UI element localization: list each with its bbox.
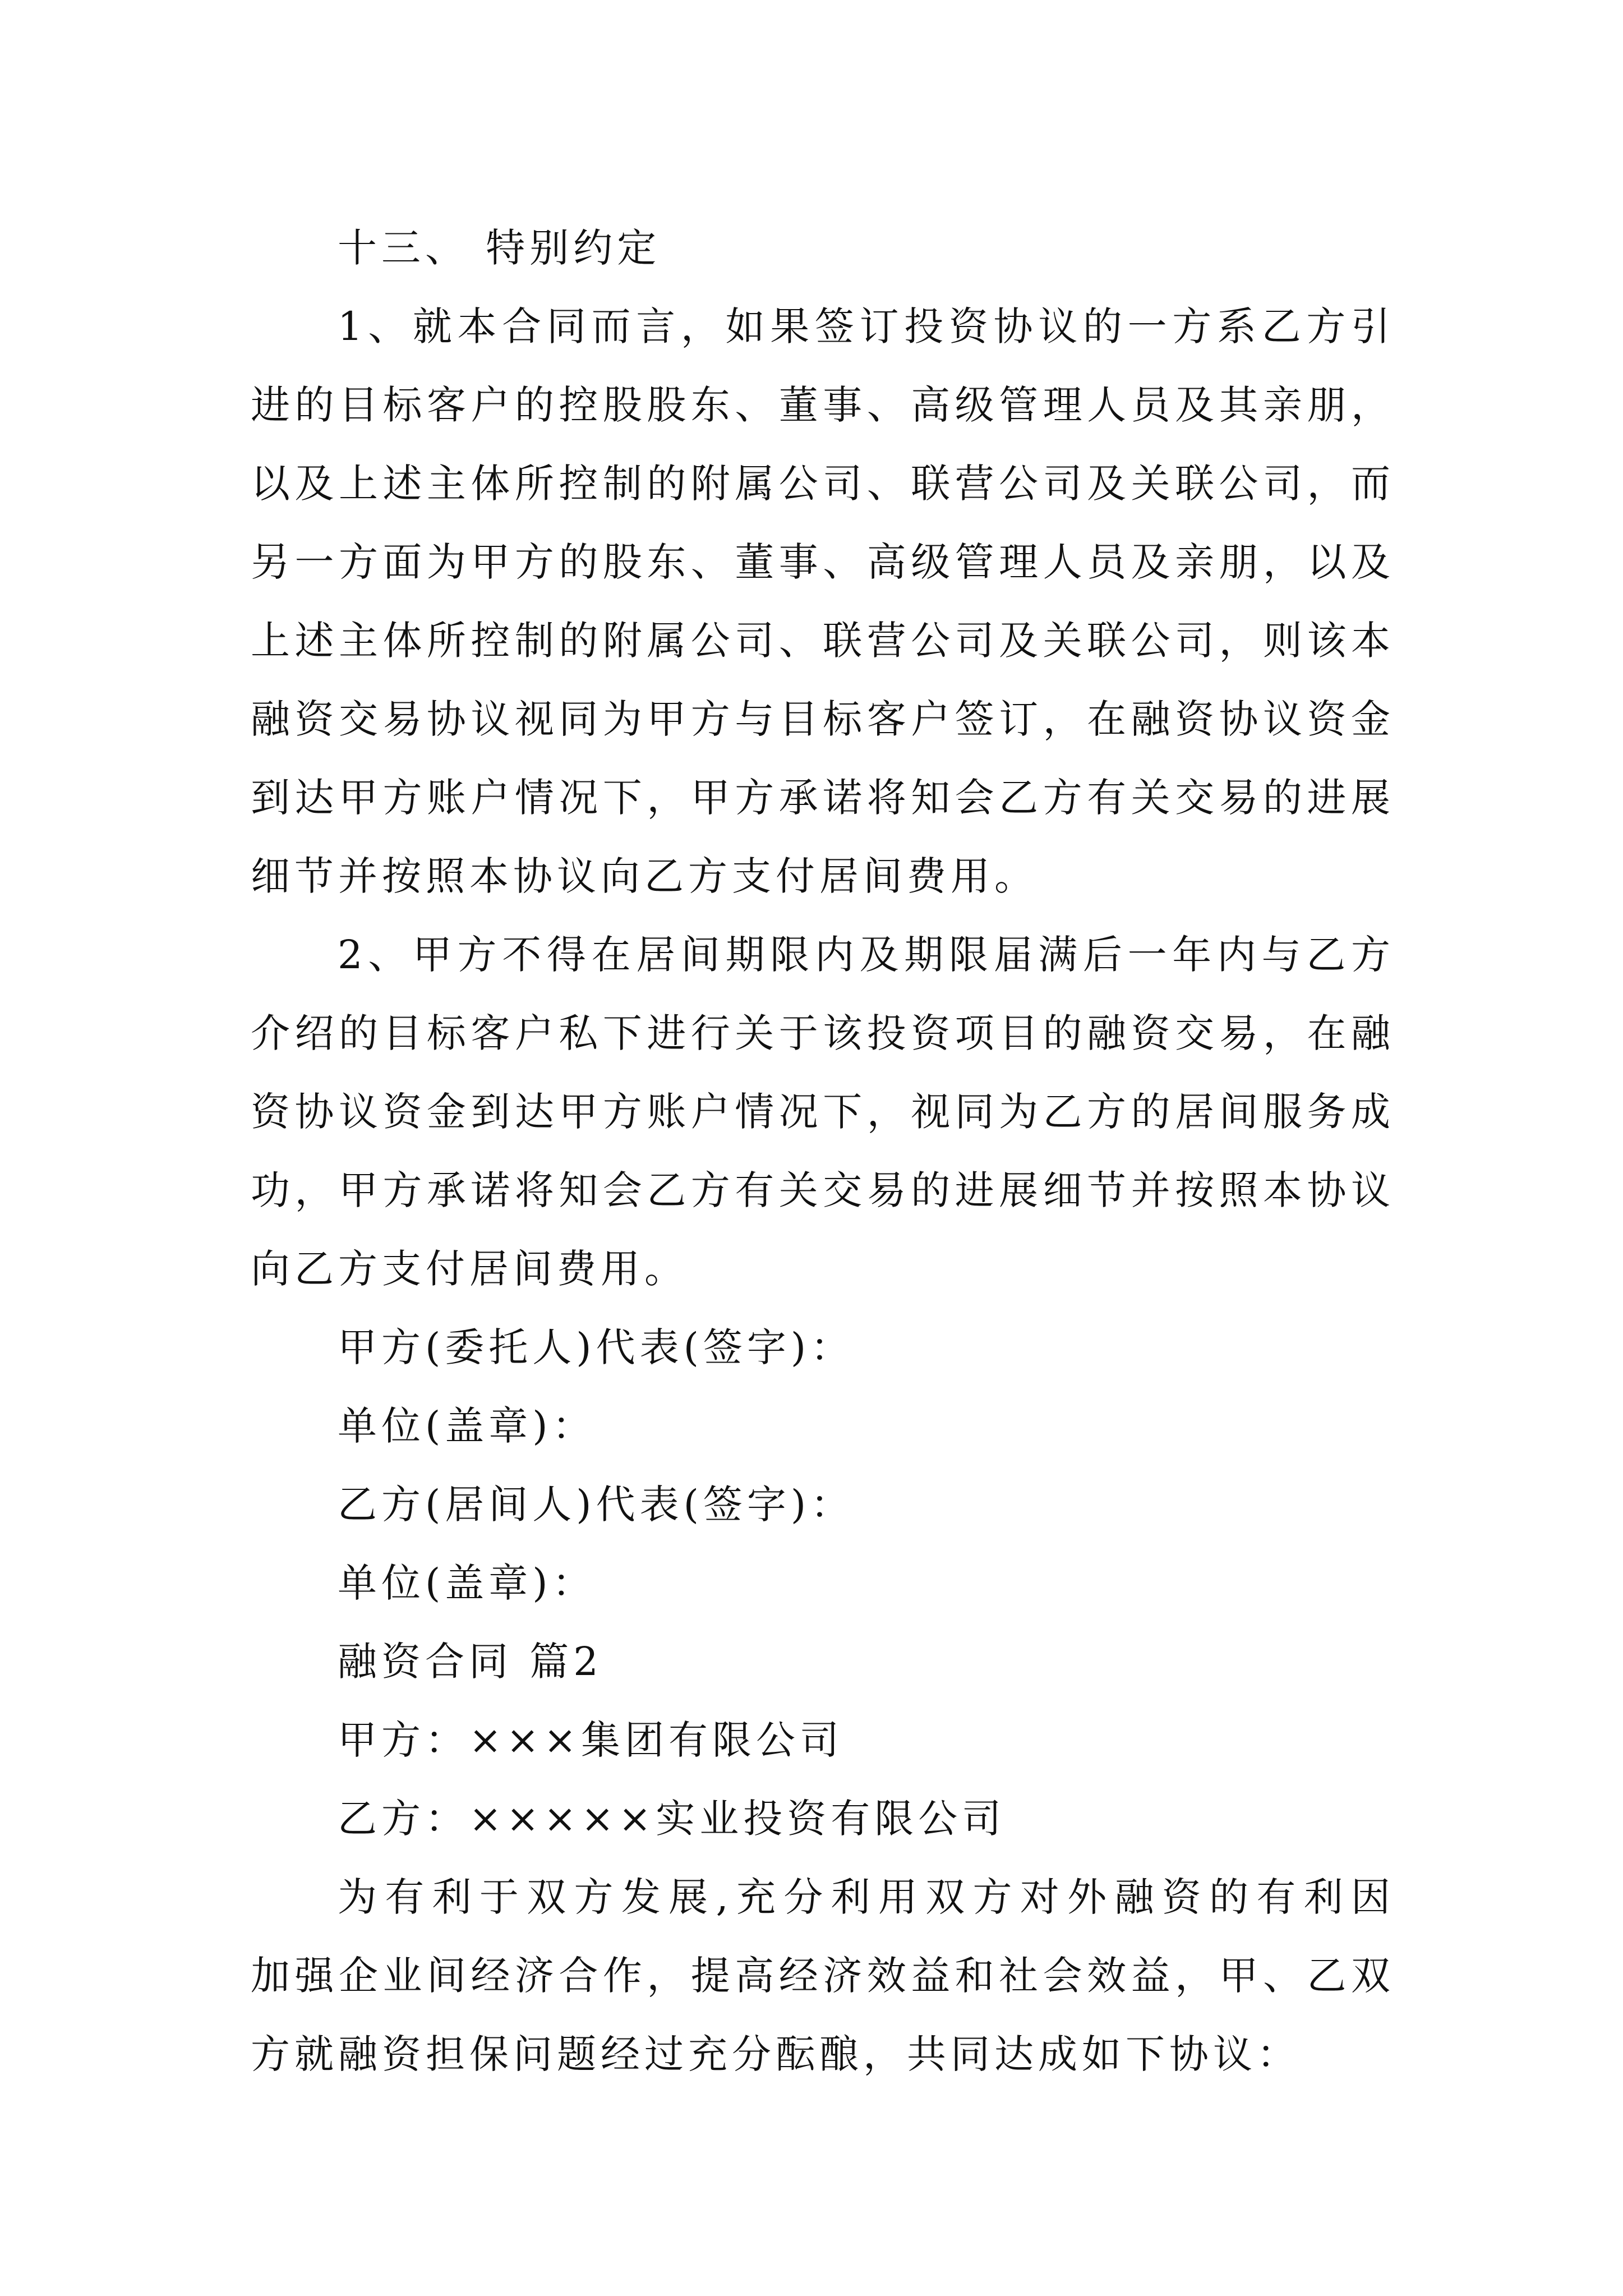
text-line: 乙方(居间人)代表(签字)： bbox=[338, 1481, 855, 1527]
text-line: 加强企业间经济合作，提高经济效益和社会效益，甲、乙双 bbox=[251, 1953, 1395, 1999]
text-line: 甲方(委托人)代表(签字)： bbox=[338, 1324, 855, 1370]
text-line: 2、甲方不得在居间期限内及期限届满后一年内与乙方 bbox=[338, 932, 1395, 978]
text-line: 方就融资担保问题经过充分酝酿，共同达成如下协议： bbox=[251, 2031, 1301, 2077]
text-line: 以及上述主体所控制的附属公司、联营公司及关联公司，而 bbox=[251, 461, 1395, 507]
text-line: 单位(盖章)： bbox=[338, 1403, 596, 1449]
text-line: 单位(盖章)： bbox=[338, 1560, 596, 1606]
text-line: 十三、 特别约定 bbox=[338, 225, 661, 271]
text-line: 到达甲方账户情况下，甲方承诺将知会乙方有关交易的进展 bbox=[251, 775, 1395, 821]
text-line: 融资交易协议视同为甲方与目标客户签订，在融资协议资金 bbox=[251, 696, 1395, 742]
text-line: 为有利于双方发展,充分利用双方对外融资的有利因 bbox=[338, 1874, 1395, 1920]
text-line: 另一方面为甲方的股东、董事、高级管理人员及亲朋，以及 bbox=[251, 539, 1395, 585]
text-line: 1、就本合同而言，如果签订投资协议的一方系乙方引 bbox=[338, 303, 1395, 349]
text-line: 介绍的目标客户私下进行关于该投资项目的融资交易，在融 bbox=[251, 1010, 1395, 1056]
text-line: 甲方：×××集团有限公司 bbox=[338, 1717, 843, 1763]
document-page bbox=[251, 209, 1395, 2093]
text-line: 上述主体所控制的附属公司、联营公司及关联公司，则该本 bbox=[251, 618, 1395, 664]
text-line: 功，甲方承诺将知会乙方有关交易的进展细节并按照本协议 bbox=[251, 1167, 1395, 1213]
text-line: 进的目标客户的控股股东、董事、高级管理人员及其亲朋， bbox=[251, 382, 1395, 428]
text-line: 融资合同 篇2 bbox=[338, 1639, 603, 1685]
text-line: 乙方：×××××实业投资有限公司 bbox=[338, 1796, 1006, 1842]
text-line: 细节并按照本协议向乙方支付居间费用。 bbox=[251, 853, 1038, 899]
text-line: 向乙方支付居间费用。 bbox=[251, 1246, 688, 1292]
text-line: 资协议资金到达甲方账户情况下，视同为乙方的居间服务成 bbox=[251, 1089, 1395, 1135]
